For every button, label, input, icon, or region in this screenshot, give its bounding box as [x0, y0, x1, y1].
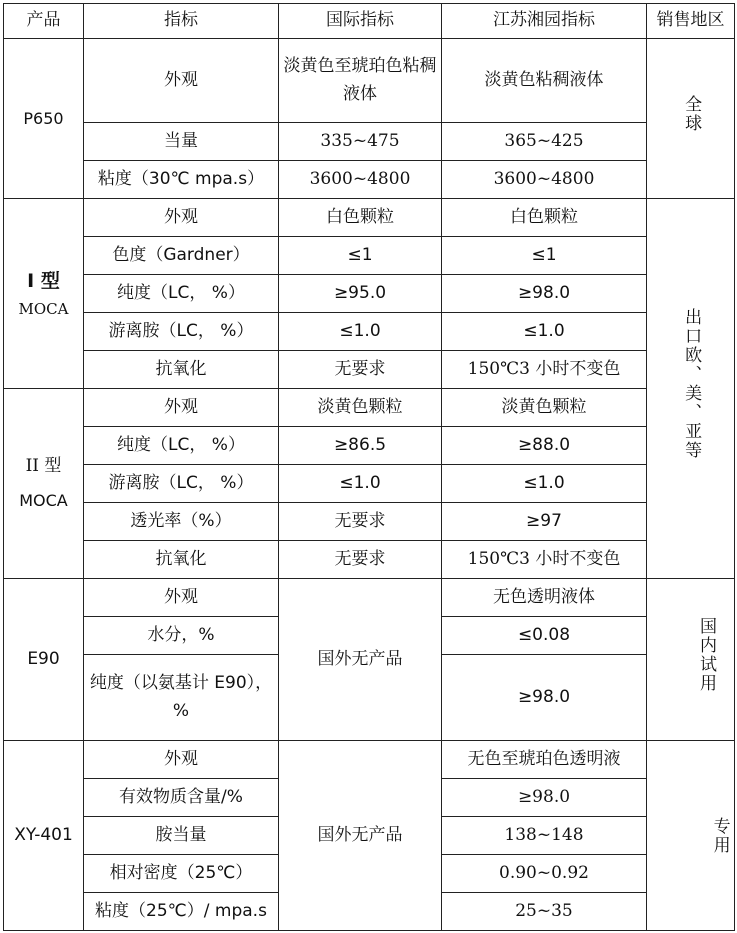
jiangsu-cell: ≤1: [442, 237, 647, 275]
intl-cell: ≥86.5: [279, 427, 442, 465]
region-text: [651, 607, 737, 702]
indicator-cell: 外观: [84, 389, 279, 427]
table-row: [4, 741, 735, 779]
product-name: E90: [27, 648, 60, 669]
region-cell: [647, 741, 735, 931]
indicator-cell: 有效物质含量/%: [84, 779, 279, 817]
product-cell: [4, 39, 84, 199]
jiangsu-cell: 白色颗粒: [442, 199, 647, 237]
intl-cell: 淡黄色至琥珀色粘稠液体: [279, 39, 442, 123]
jiangsu-cell: 138~148: [442, 817, 647, 855]
intl-cell: 白色颗粒: [279, 199, 442, 237]
jiangsu-cell: 0.90~0.92: [442, 855, 647, 893]
indicator-cell: 游离胺（LC， %）: [84, 465, 279, 503]
indicator-cell: 相对密度（25℃）: [84, 855, 279, 893]
jiangsu-cell: 365~425: [442, 123, 647, 161]
jiangsu-cell: ≥98.0: [442, 779, 647, 817]
region-line: 专用: [709, 816, 730, 855]
intl-cell: ≥95.0: [279, 275, 442, 313]
indicator-cell: 纯度（LC， %）: [84, 427, 279, 465]
table-row: [4, 579, 735, 617]
indicator-cell: 游离胺（LC， %）: [84, 313, 279, 351]
spec-table: [3, 3, 735, 931]
intl-cell: 国外无产品: [279, 741, 442, 931]
product-name: I 型: [27, 270, 60, 293]
indicator-cell: 抗氧化: [84, 541, 279, 579]
header-indicator: 指标: [84, 4, 279, 39]
indicator-cell: 胺当量: [84, 817, 279, 855]
table-row: [4, 237, 735, 275]
region-text: 出口欧、美、亚等: [681, 307, 702, 460]
intl-cell: ≤1.0: [279, 465, 442, 503]
table-row: [4, 275, 735, 313]
table-row: [4, 351, 735, 389]
jiangsu-cell: ≥97: [442, 503, 647, 541]
indicator-cell: 水分，%: [84, 617, 279, 655]
intl-cell: 无要求: [279, 351, 442, 389]
table-row: [4, 199, 735, 237]
indicator-cell: 外观: [84, 199, 279, 237]
jiangsu-cell: 淡黄色颗粒: [442, 389, 647, 427]
product-cell: [4, 741, 84, 931]
product-cell: [4, 199, 84, 389]
indicator-cell: 外观: [84, 579, 279, 617]
header-international: 国际指标: [279, 4, 442, 39]
header-region: 销售地区: [647, 4, 735, 39]
region-cell: [647, 39, 735, 199]
indicator-cell: 外观: [84, 741, 279, 779]
jiangsu-cell: ≤1.0: [442, 465, 647, 503]
intl-cell: 335~475: [279, 123, 442, 161]
product-name: II 型: [25, 456, 62, 477]
jiangsu-cell: 无色至琥珀色透明液: [442, 741, 647, 779]
product-subname: MOCA: [19, 491, 68, 511]
region-text: [651, 760, 737, 912]
jiangsu-cell: 淡黄色粘稠液体: [442, 39, 647, 123]
jiangsu-cell: ≥88.0: [442, 427, 647, 465]
intl-cell: ≤1: [279, 237, 442, 275]
jiangsu-cell: 150℃3 小时不变色: [442, 351, 647, 389]
indicator-cell: 抗氧化: [84, 351, 279, 389]
header-jiangsu: 江苏湘园指标: [442, 4, 647, 39]
intl-cell: 无要求: [279, 503, 442, 541]
region-cell: [647, 199, 735, 579]
table-row: [4, 123, 735, 161]
product-name: XY-401: [14, 824, 73, 845]
table-row: [4, 541, 735, 579]
header-product: 产品: [4, 4, 84, 39]
product-cell: [4, 579, 84, 741]
jiangsu-cell: 25~35: [442, 893, 647, 931]
jiangsu-cell: 无色透明液体: [442, 579, 647, 617]
jiangsu-cell: ≥98.0: [442, 655, 647, 741]
table-row: [4, 161, 735, 199]
indicator-cell: 外观: [84, 39, 279, 123]
intl-cell: ≤1.0: [279, 313, 442, 351]
region-cell: [647, 579, 735, 741]
product-cell: [4, 389, 84, 579]
indicator-cell: 粘度（30℃ mpa.s）: [84, 161, 279, 199]
jiangsu-cell: ≥98.0: [442, 275, 647, 313]
intl-cell: 无要求: [279, 541, 442, 579]
indicator-cell: 纯度（LC， %）: [84, 275, 279, 313]
jiangsu-cell: ≤0.08: [442, 617, 647, 655]
indicator-cell: 色度（Gardner）: [84, 237, 279, 275]
table-row: [4, 39, 735, 123]
region-line: 国内试用: [695, 616, 716, 693]
jiangsu-cell: 3600~4800: [442, 161, 647, 199]
header-row: [4, 4, 735, 39]
intl-cell: 国外无产品: [279, 579, 442, 741]
table-row: [4, 503, 735, 541]
jiangsu-cell: 150℃3 小时不变色: [442, 541, 647, 579]
product-name: P650: [23, 108, 64, 128]
intl-cell: 3600~4800: [279, 161, 442, 199]
region-text: 全球: [681, 94, 702, 133]
intl-cell: 淡黄色颗粒: [279, 389, 442, 427]
table-row: [4, 313, 735, 351]
table-row: [4, 389, 735, 427]
indicator-cell: 当量: [84, 123, 279, 161]
product-subname: MOCA: [18, 299, 69, 318]
table-row: [4, 427, 735, 465]
indicator-cell: 透光率（%）: [84, 503, 279, 541]
indicator-cell: 粘度（25℃）/ mpa.s: [84, 893, 279, 931]
indicator-cell: 纯度（以氨基计 E90），%: [84, 655, 279, 741]
jiangsu-cell: ≤1.0: [442, 313, 647, 351]
table-row: [4, 465, 735, 503]
